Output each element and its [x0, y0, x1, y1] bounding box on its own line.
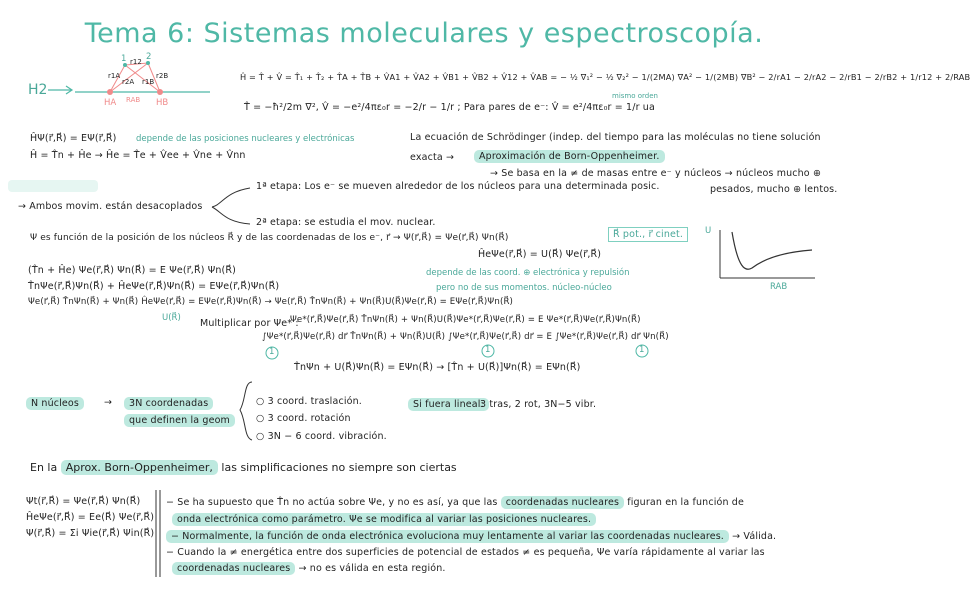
electron-2-label: 2: [146, 52, 152, 62]
distance-r1a-label: r1A: [108, 72, 121, 80]
eq-a: (T̂n + Ĥe) Ψe(r⃗,R⃗) Ψn(R⃗) = E Ψe(r⃗,R⃗) Ψn(R⃗): [28, 265, 237, 276]
one-b: 1: [485, 345, 491, 355]
lhs-eq-2: ĤeΨe(r⃗,R⃗) = Ee(R⃗) Ψe(r⃗,R⃗): [26, 512, 155, 523]
eq-b: T̂nΨe(r⃗,R⃗)Ψn(R⃗) + ĤeΨe(r⃗,R⃗)Ψn(R⃗) = EΨe(r⃗,R⃗)Ψn(R⃗): [28, 281, 280, 292]
linear-tag: Si fuera lineal:: [408, 398, 489, 411]
distance-r2b-label: r2B: [156, 72, 169, 80]
potential-energy-plot: [720, 230, 815, 278]
approx-heading: [30, 461, 457, 474]
lhs-eq-3: Ψ(r⃗,R⃗) = Σi Ψie(r⃗,R⃗) Ψin(R⃗): [26, 528, 155, 539]
nucleus-a-label: HA: [104, 98, 117, 108]
psi-function-line: Ψ es función de la posición de los núcleos R⃗ y de las coordenadas de los e⁻, r⃗ → Ψ(r⃗,R⃗) = Ψe(r⃗,R⃗) Ψn(R⃗): [30, 233, 509, 243]
vibration-text: 3N − 6 coord. vibración.: [267, 431, 387, 442]
h2-label: H2: [28, 82, 48, 98]
eq-f: T̂nΨn + U(R⃗)Ψn(R⃗) = EΨn(R⃗) → [T̂n + U(R⃗)]Ψn(R⃗) = EΨn(R⃗): [294, 362, 581, 373]
bullet-2-b: → Válida.: [732, 531, 777, 542]
hamiltonian-equation: Ĥ = T̂ + V̂ = T̂₁ + T̂₂ + T̂A + T̂B + V̂A1 + V̂A2 + V̂B1 + V̂B2 + V̂12 + V̂AB = − ½ ∇₁² − ½ ∇₂² − 1/(2MA) ∇A² − 1/(2MB) ∇B² − 2/rA1 − 2/rA2 − 2/rB1 − 2/rB2 + 1/r12 + 2/RAB: [240, 72, 970, 82]
kinetic-potential-equation: T̂ = −ħ²/2m ∇², V̂ = −e²/4πε₀r = −2/r − 1/r ; Para pares de e⁻: V̂ = e²/4πε₀r = 1/r ua: [244, 102, 655, 113]
eq-c: Ψe(r⃗,R⃗) T̂nΨn(R⃗) + Ψn(R⃗) ĤeΨe(r⃗,R⃗) = EΨe(r⃗,R⃗)Ψn(R⃗) → Ψe(r⃗,R⃗) T̂nΨn(R⃗) + Ψn(R⃗)U(R⃗)Ψe(r⃗,R⃗) = EΨe(r⃗,R⃗)Ψn(R⃗): [28, 297, 514, 307]
plot-x-label: RAB: [770, 282, 788, 292]
eq-d: Ψe*(r⃗,R⃗)Ψe(r⃗,R⃗) T̂nΨn(R⃗) + Ψn(R⃗)U(R⃗)Ψe*(r⃗,R⃗)Ψe(r⃗,R⃗) = E Ψe*(r⃗,R⃗)Ψe(r⃗,R⃗)Ψn(R⃗): [290, 315, 641, 325]
multiply-label: Multiplicar por Ψe* :: [200, 318, 299, 329]
faint-highlight-bar: [8, 180, 98, 192]
lhs-eq-1: Ψt(r⃗,R⃗) = Ψe(r⃗,R⃗) Ψn(R⃗): [26, 496, 141, 507]
exact-label: exacta →: [410, 152, 455, 163]
heavier-slower-note: pesados, mucho ⊕ lentos.: [710, 184, 838, 195]
vibration-coords: ○ 3N − 6 coord. vibración.: [256, 431, 387, 442]
stage-one: 1ª etapa: Los e⁻ se mueven alrededor de los núcleos para una determinada posic.: [256, 181, 660, 192]
distance-r12-label: r12: [130, 58, 142, 66]
one-c: 1: [639, 345, 645, 355]
n-nuclei-label: N núcleos: [26, 397, 84, 410]
nucleus-a-dot: [107, 89, 113, 95]
approx-heading-b: las simplificaciones no siempre son ciertas: [221, 461, 457, 474]
eq-e: ∫Ψe*(r⃗,R⃗)Ψe(r⃗,R⃗) dr⃗ T̂nΨn(R⃗) + Ψn(R⃗)U(R⃗) ∫Ψe*(r⃗,R⃗)Ψe(r⃗,R⃗) dr⃗ = E ∫Ψe*(r⃗,R⃗)Ψe(r⃗,R⃗) dr⃗ Ψn(R⃗): [262, 332, 669, 342]
plot-y-label: U: [705, 226, 712, 236]
stage-two: 2ª etapa: se estudia el mov. nuclear.: [256, 217, 436, 228]
bullet-3-line-2: [172, 563, 446, 574]
arrow-to-coords: →: [104, 397, 113, 408]
bullet-1-b: figuran en la función de: [627, 497, 744, 508]
bullet-3-c: → no es válida en esta región.: [298, 563, 446, 574]
mass-difference-note: → Se basa en la ≠ de masas entre e⁻ y núcleos → núcleos mucho ⊕: [490, 168, 822, 179]
same-order-note: mismo orden: [612, 92, 658, 100]
schrodinger-exact-note: La ecuación de Schrödinger (indep. del tiempo para las moléculas no tiene solución: [410, 132, 821, 143]
bullet-3-b: coordenadas nucleares: [172, 562, 295, 575]
nucleus-b-dot: [157, 89, 163, 95]
bullet-3-line-1: [166, 547, 765, 558]
distance-r2a-label: r2A: [122, 78, 135, 86]
coordinates-brace: [240, 382, 252, 440]
branch-arrow-up-icon: [212, 188, 250, 207]
schrodinger-note: depende de las posiciones nucleares y electrónicas: [136, 134, 355, 144]
bullet-1-line-1: [166, 497, 744, 508]
bullet-1-line-2: [172, 514, 596, 525]
approx-heading-a: En la: [30, 461, 58, 474]
bullet-2: [166, 531, 776, 542]
one-a: 1: [269, 347, 275, 357]
distance-r1b-label: r1B: [142, 78, 155, 86]
decoupled-label: → Ambos movim. están desacoplados: [18, 201, 203, 212]
page-title: Tema 6: Sistemas moleculares y espectroscopía.: [84, 18, 764, 49]
u-label: U(R⃗): [162, 313, 181, 323]
potential-kinetic-box: R⃗ pot., r⃗ cinet.: [608, 227, 688, 242]
schrodinger-equation: ĤΨ(r⃗,R⃗) = EΨ(r⃗,R⃗): [30, 133, 117, 144]
three-n-coords: 3N coordenadas: [124, 397, 213, 410]
linear-text: 3 tras, 2 rot, 3N−5 vibr.: [480, 399, 597, 410]
depends-note: depende de las coord. ⊕ electrónica y repulsión: [426, 268, 630, 278]
translation-text: 3 coord. traslación.: [267, 396, 362, 407]
hamiltonian-split: Ĥ = T̂n + Ĥe → Ĥe = T̂e + V̂ee + V̂ne + V̂nn: [30, 150, 246, 161]
born-oppenheimer-highlight: Aproximación de Born-Oppenheimer.: [474, 150, 665, 163]
electronic-hamiltonian-eq: ĤeΨe(r⃗,R⃗) = U(R⃗) Ψe(r⃗,R⃗): [478, 249, 602, 260]
distance-rab-label: RAB: [126, 96, 141, 104]
bullet-3-a: − Cuando la ≠ energética entre dos superficies de potencial de estados ≠ es pequeña, Ψe varía rápidamente al variar las: [166, 547, 765, 558]
bullet-1-highlight: coordenadas nucleares: [501, 496, 624, 509]
momentum-note: pero no de sus momentos. núcleo-núcleo: [436, 283, 612, 293]
rotation-coords: ○ 3 coord. rotación: [256, 413, 351, 424]
bullet-2-a: − Normalmente, la función de onda electrónica evoluciona muy lentamente al variar las coordenadas nucleares.: [166, 530, 729, 543]
bullet-1-c: onda electrónica como parámetro. Ψe se modifica al variar las posiciones nucleares.: [172, 513, 596, 526]
translation-coords: ○ 3 coord. traslación.: [256, 396, 362, 407]
rotation-text: 3 coord. rotación: [267, 413, 351, 424]
electron-1-label: 1: [121, 54, 127, 64]
branch-arrow-down-icon: [212, 207, 250, 224]
define-geom-label: que definen la geom: [124, 414, 235, 427]
nucleus-b-label: HB: [156, 98, 169, 108]
h2-arrow-icon: [48, 86, 72, 94]
approx-heading-highlight: Aprox. Born-Oppenheimer,: [61, 460, 218, 475]
bullet-1-a: − Se ha supuesto que T̂n no actúa sobre Ψe, y no es así, ya que las: [166, 497, 498, 508]
